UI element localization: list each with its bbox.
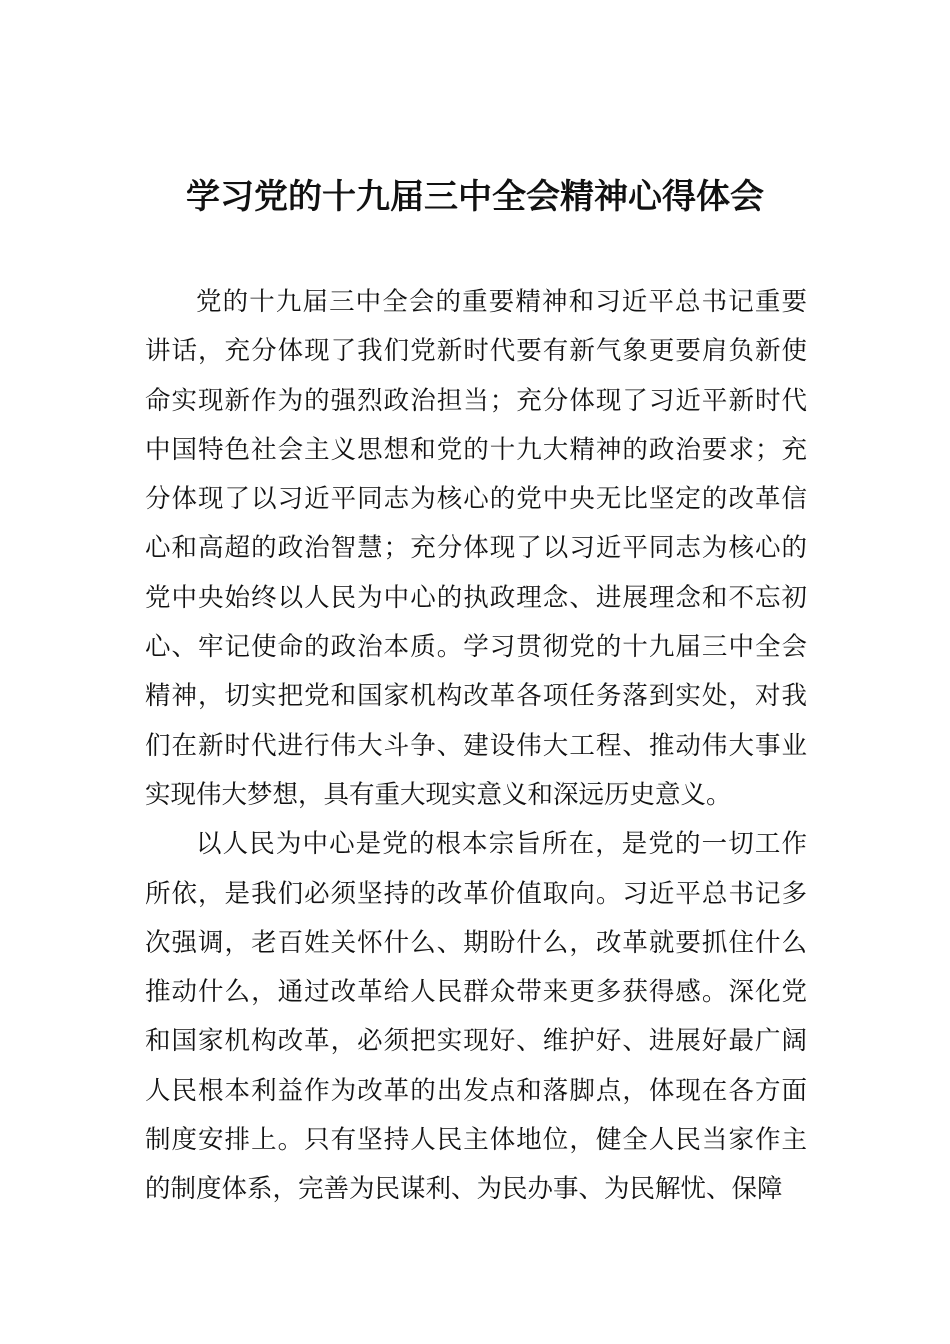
document-body	[145, 278, 807, 1215]
paragraph-1: 党的十九届三中全会的重要精神和习近平总书记重要讲话，充分体现了我们党新时代要有新气象更要肩负新使命实现新作为的强烈政治担当；充分体现了习近平新时代中国特色社会主义思想和党的十九大精神的政治要求；充分体现了以习近平同志为核心的党中央无比坚定的改革信心和高超的政治智慧；充分体现了以习近平同志为核心的党中央始终以人民为中心的执政理念、进展理念和不忘初心、牢记使命的政治本质。学习贯彻党的十九届三中全会精神，切实把党和国家机构改革各项任务落到实处，对我们在新时代进行伟大斗争、建设伟大工程、推动伟大事业实现伟大梦想，具有重大现实意义和深远历史意义。	[145, 287, 807, 810]
document-title: 学习党的十九届三中全会精神心得体会	[186, 177, 764, 217]
paragraph-2: 以人民为中心是党的根本宗旨所在，是党的一切工作所依，是我们必须坚持的改革价值取向。习近平总书记多次强调，老百姓关怀什么、期盼什么，改革就要抓住什么推动什么，通过改革给人民群众带来更多获得感。深化党和国家机构改革，必须把实现好、维护好、进展好最广阔人民根本利益作为改革的出发点和落脚点，体现在各方面制度安排上。只有坚持人民主体地位，健全人民当家作主的制度体系，完善为民谋利、为民办事、为民解忧、保障	[145, 829, 807, 1205]
